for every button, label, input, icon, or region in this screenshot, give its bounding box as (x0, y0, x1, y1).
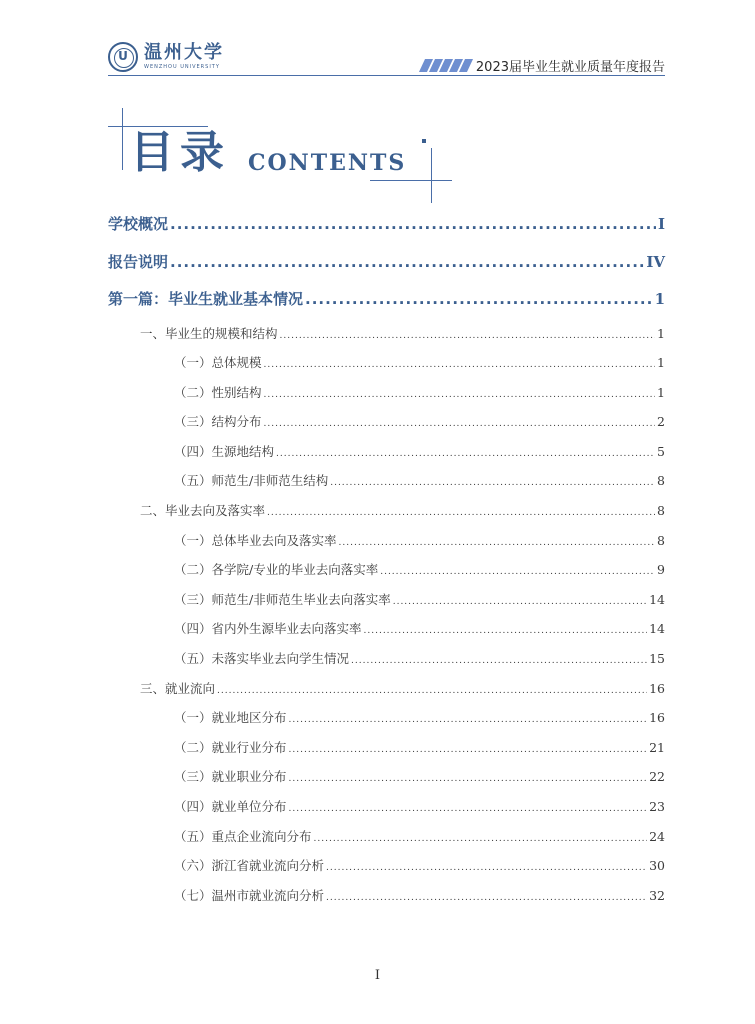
toc-entry[interactable] (108, 348, 665, 378)
university-seal-icon (108, 42, 138, 72)
toc-entry-label: 二、毕业去向及落实率 (140, 503, 266, 519)
toc-entry[interactable] (108, 437, 665, 467)
toc-dot-leader (393, 585, 647, 618)
header-divider (108, 75, 665, 76)
toc-dot-leader (289, 792, 648, 825)
toc-entry[interactable] (108, 378, 665, 408)
toc-entry-page: 2 (657, 414, 665, 430)
toc-entry-label: 报告说明 (108, 252, 169, 271)
toc-entry[interactable] (108, 614, 665, 644)
toc-entry-label: （一）就业地区分布 (174, 710, 287, 726)
toc-entry-page: 8 (657, 473, 665, 489)
page-header (0, 0, 755, 80)
toc-entry-label: 第一篇：毕业生就业基本情况 (108, 290, 304, 308)
toc-entry-label: （七）温州市就业流向分析 (174, 887, 325, 903)
toc-entry[interactable] (108, 792, 665, 822)
toc-entry-label: （三）师范生/非师范生毕业去向落实率 (174, 591, 391, 607)
toc-entry-page: 14 (649, 621, 665, 637)
toc-entry-page: 32 (649, 887, 665, 903)
toc-entry-label: （五）重点企业流向分布 (174, 828, 312, 844)
toc-entry-label: （六）浙江省就业流向分析 (174, 858, 325, 874)
toc-entry-label: （五）未落实毕业去向学生情况 (174, 651, 350, 667)
toc-entry-label: （四）就业单位分布 (174, 799, 287, 814)
toc-dot-leader (339, 526, 656, 559)
toc-entry-page: 15 (649, 651, 665, 667)
toc-entry[interactable] (108, 555, 665, 585)
toc-entry-page: 1 (657, 384, 665, 400)
toc-entry-label: （三）结构分布 (174, 414, 262, 430)
toc-entry-page: 21 (649, 739, 665, 755)
toc-entry-label: （一）总体规模 (174, 355, 262, 371)
contents-title-cn: 目录 (130, 127, 230, 178)
toc-entry-page: 8 (657, 503, 665, 519)
logo-chinese-name: 温州大学 (144, 42, 224, 63)
toc-dot-leader (289, 762, 648, 795)
toc-entry-page: 8 (657, 532, 665, 548)
toc-entry[interactable] (108, 585, 665, 615)
toc-entry-page: 16 (649, 710, 665, 726)
toc-dot-leader (326, 851, 647, 884)
toc-entry[interactable] (108, 762, 665, 792)
decor-horizontal-line-right (370, 180, 452, 181)
logo-english-name: WENZHOU UNIVERSITY (144, 64, 220, 70)
toc-entry-label: 一、毕业生的规模和结构 (140, 325, 278, 341)
toc-dot-leader (351, 644, 647, 677)
contents-title-en: CONTENTS (248, 150, 407, 176)
university-logo (108, 42, 224, 72)
toc-entry[interactable] (108, 496, 665, 526)
toc-dot-leader (267, 496, 655, 529)
toc-dot-leader (364, 614, 648, 647)
contents-title-block (108, 108, 468, 203)
toc-dot-leader (380, 555, 655, 588)
toc-entry-page: 16 (649, 680, 665, 696)
toc-entry-page: 1 (657, 355, 665, 371)
toc-entry-page: 9 (657, 562, 665, 578)
toc-entry[interactable] (108, 206, 665, 244)
toc-entry-label: （三）就业职业分布 (174, 769, 287, 785)
toc-entry-page: 1 (654, 290, 665, 308)
table-of-contents (108, 206, 665, 910)
toc-entry[interactable] (108, 644, 665, 674)
toc-entry[interactable] (108, 851, 665, 881)
toc-entry-label: （四）省内外生源毕业去向落实率 (174, 621, 362, 637)
toc-dot-leader (264, 348, 656, 381)
toc-entry-page: IV (646, 252, 665, 271)
toc-dot-leader (330, 466, 655, 499)
toc-entry[interactable] (108, 244, 665, 282)
toc-entry-page: 1 (657, 325, 665, 341)
toc-dot-leader (326, 881, 647, 914)
toc-entry-page: 30 (649, 858, 665, 874)
toc-entry-page: I (657, 215, 665, 233)
stripes-icon (422, 59, 472, 72)
toc-dot-leader (276, 437, 655, 470)
toc-dot-leader (170, 206, 656, 244)
toc-dot-leader (289, 703, 648, 736)
toc-entry-label: 三、就业流向 (140, 680, 216, 696)
header-report-title-group (422, 56, 665, 75)
toc-entry-page: 14 (649, 591, 665, 607)
toc-entry[interactable] (108, 526, 665, 556)
decor-vertical-line-right (431, 148, 432, 203)
toc-dot-leader (314, 822, 648, 855)
toc-entry-page: 24 (649, 828, 665, 844)
page-number: I (374, 968, 381, 983)
toc-dot-leader (264, 378, 656, 411)
toc-entry-page: 5 (657, 443, 665, 459)
toc-entry-page: 23 (649, 799, 665, 814)
decor-dot (422, 139, 426, 143)
toc-dot-leader (217, 674, 647, 707)
toc-entry[interactable] (108, 733, 665, 763)
toc-entry-label: （五）师范生/非师范生结构 (174, 473, 329, 489)
toc-dot-leader (170, 244, 644, 282)
toc-entry[interactable] (108, 881, 665, 911)
toc-dot-leader (305, 281, 653, 319)
report-title: 2023届毕业生就业质量年度报告 (475, 60, 665, 75)
toc-entry-label: （一）总体毕业去向及落实率 (174, 532, 337, 548)
toc-entry[interactable] (108, 319, 665, 349)
toc-dot-leader (280, 319, 656, 352)
toc-entry-label: （二）各学院/专业的毕业去向落实率 (174, 562, 379, 578)
decor-vertical-line (122, 108, 123, 170)
toc-dot-leader (289, 733, 648, 766)
toc-entry[interactable] (108, 674, 665, 704)
logo-text (144, 43, 224, 71)
toc-entry-label: （二）性别结构 (174, 384, 262, 400)
toc-entry[interactable] (108, 407, 665, 437)
toc-entry-label: 学校概况 (108, 215, 169, 233)
toc-entry[interactable] (108, 281, 665, 319)
toc-entry-label: （二）就业行业分布 (174, 739, 287, 755)
toc-entry[interactable] (108, 703, 665, 733)
toc-entry-page: 22 (649, 769, 665, 785)
toc-entry[interactable] (108, 822, 665, 852)
toc-dot-leader (264, 407, 656, 440)
toc-entry[interactable] (108, 466, 665, 496)
toc-entry-label: （四）生源地结构 (174, 443, 275, 459)
